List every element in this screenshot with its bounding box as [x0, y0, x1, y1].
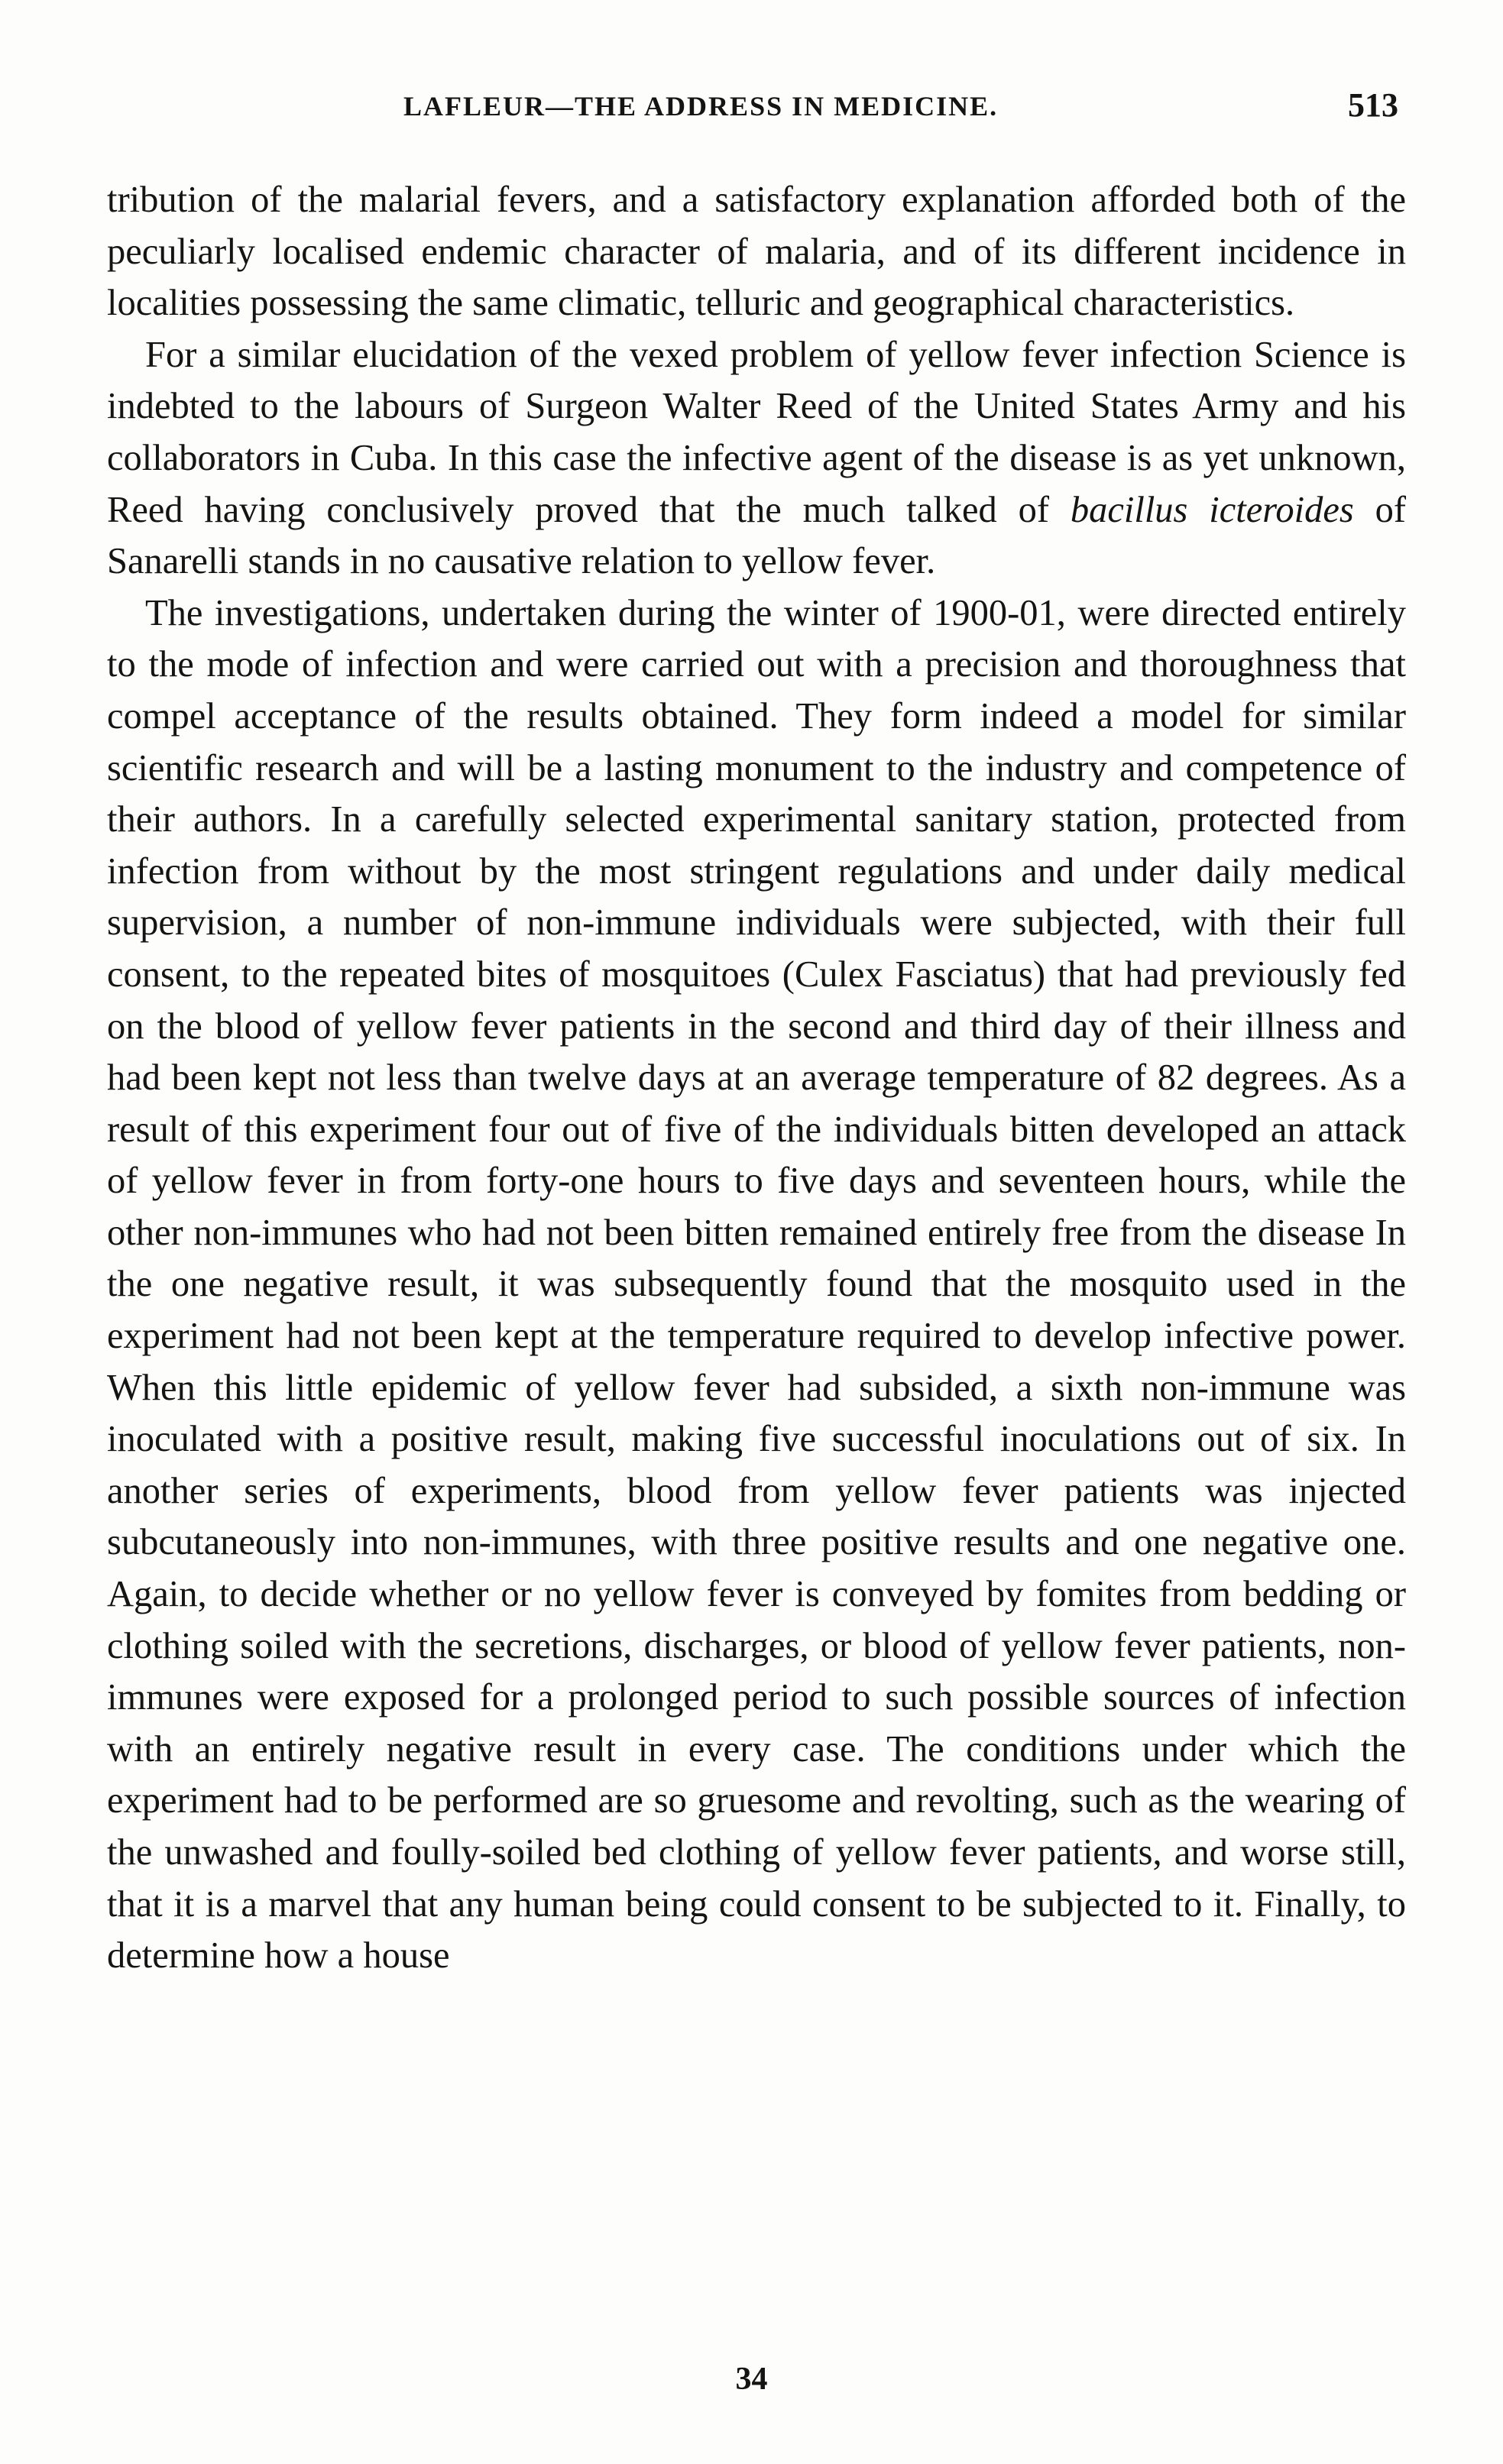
body-text [107, 174, 1406, 1982]
paragraph-2-end: of Sanarelli stands in no causative relation to yellow fever. [107, 489, 1406, 582]
page-header [107, 86, 1406, 136]
paragraph-2 [107, 329, 1406, 588]
species-name: bacillus icteroides [1070, 489, 1354, 530]
signature-mark: 34 [735, 2362, 768, 2397]
running-head: LAFLEUR—THE ADDRESS IN MEDICINE. [403, 91, 999, 121]
paragraph-1: tribution of the malarial fevers, and a satisfactory explanation afforded both of the peculiarly localised endemic character of malaria, and of its different incidence in localities possessing the same climatic, telluric and geographical characteristics. [107, 180, 1406, 324]
paragraph-2-start: For a similar elucidation of the vexed problem of yellow fever infection Science is indebted to the labours of Surgeon Walter Reed of the United States Army and his collaborators in Cuba. In this case the infective agent of the disease is as yet unknown, Reed having conclusively proved that the much talked of [107, 334, 1406, 530]
page-number: 513 [1348, 86, 1398, 124]
paragraph-3: The investigations, undertaken during the winter of 1900-01, were directed entirely to the mode of infection and were carried out with a precision and thoroughness that compel acceptance of the results obtained. They form indeed a model for similar scientific research and will be a lasting monument to the industry and competence of their authors. In a carefully selected experimental sanitary station, protected from infection from without by the most stringent regulations and under daily medical supervision, a number of non-immune individuals were subjected, with their full consent, to the repeated bites of mosquitoes (Culex Fasciatus) that had previously fed on the blood of yellow fever patients in the second and third day of their illness and had been kept not less than twelve days at an average temperature of 82 degrees. As a result of this experiment four out of five of the individuals bitten developed an attack of yellow fever in from forty-one hours to five days and seventeen hours, while the other non-immunes who had not been bitten remained entirely free from the disease In the one negative result, it was subsequently found that the mosquito used in the experiment had not been kept at the temperature required to develop infective power. When this little epidemic of yellow fever had subsided, a sixth non-immune was inoculated with a positive result, making five successful inoculations out of six. In another series of experiments, blood from yellow fever patients was injected subcutaneously into non-immunes, with three positive results and one negative one. Again, to decide whether or no yellow fever is conveyed by fomites from bedding or clothing soiled with the secretions, discharges, or blood of yellow fever patients, non-immunes were exposed for a prolonged period to such possible sources of infection with an entirely negative result in every case. The conditions under which the experiment had to be performed are so gruesome and revolting, such as the wearing of the unwashed and foully-soiled bed clothing of yellow fever patients, and worse still, that it is a marvel that any human being could consent to be subjected to it. Finally, to determine how a house [107, 592, 1406, 1977]
